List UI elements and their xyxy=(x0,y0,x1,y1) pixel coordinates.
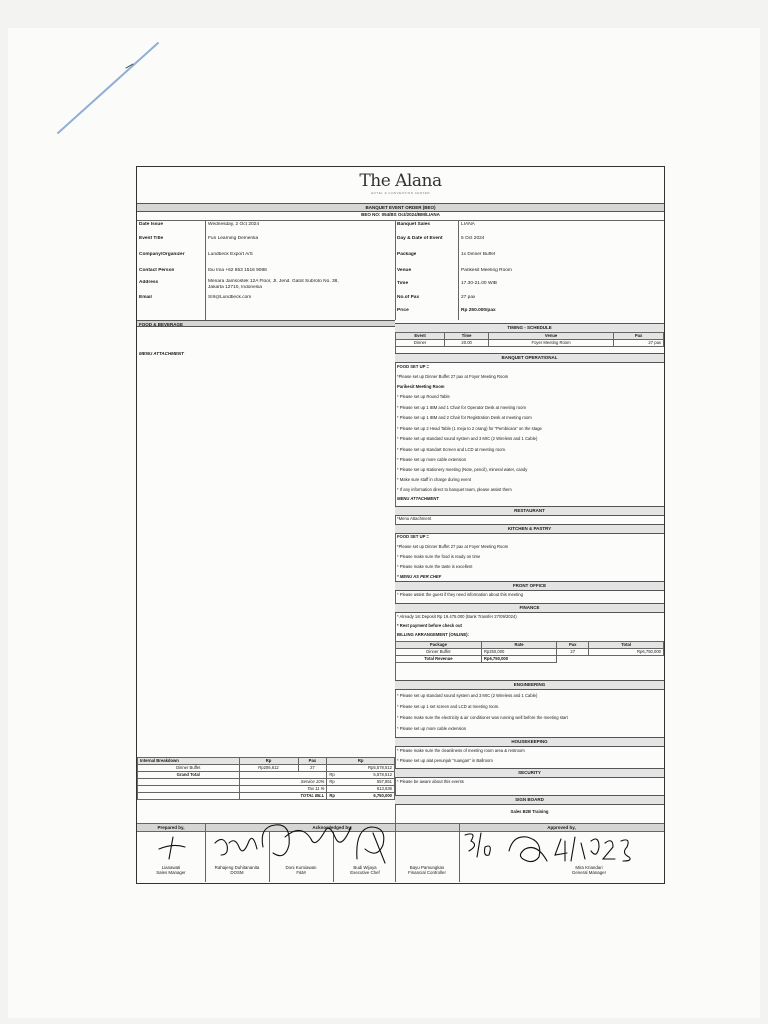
hotel-logo xyxy=(137,171,664,201)
label: Event Title xyxy=(139,236,164,241)
list-item: * Please be aware about this events xyxy=(397,779,464,784)
label: Price xyxy=(397,308,409,313)
value-package: 1x Dinner Buffet xyxy=(461,252,496,257)
security-header: SECURITY xyxy=(395,768,664,778)
signatory-name: Budi Wijaya xyxy=(353,865,377,870)
signatory-name: Doni Kurniawan xyxy=(285,865,317,870)
label: Time xyxy=(397,281,409,286)
col-pax: Pax xyxy=(557,642,589,649)
label-venue xyxy=(397,268,411,278)
total-revenue-value: Rp6,750,000 xyxy=(481,656,556,663)
value-event-date: 5 Oct 2024 xyxy=(461,236,485,241)
signatory-role: Executive Chef xyxy=(350,870,380,876)
total-revenue-label: Total Revenue xyxy=(396,656,482,663)
timing-header-row xyxy=(396,333,664,340)
cell: Foyer Meeting Room xyxy=(489,340,614,347)
value-venue: Parikesit Meeting Room xyxy=(461,268,512,273)
table-row xyxy=(396,649,664,656)
signature-6 xyxy=(503,831,553,867)
list-item: * Please set up Round Table xyxy=(397,394,450,399)
timing-header: TIMING - SCHEDULE xyxy=(395,323,664,333)
table-row xyxy=(138,779,395,786)
empty-cell xyxy=(138,779,240,786)
info-row-date-issue xyxy=(139,222,163,232)
table-row xyxy=(138,793,395,800)
list-item: FOOD SET UP = xyxy=(397,364,429,369)
housekeeping-header: HOUSEKEEPING xyxy=(395,737,664,747)
banquet-operational-header: BANQUET OPERATIONAL xyxy=(395,353,664,363)
value-price: Rp 250.000/pax xyxy=(461,308,496,313)
col-total: Total xyxy=(589,642,664,649)
engineering-header: ENGINEERING xyxy=(395,680,664,690)
list-item: BILLING ARRANGEMENT (ONLINE): xyxy=(397,632,469,637)
list-item: MENU ATTACHMENT xyxy=(397,496,439,501)
col-pax: Pax xyxy=(298,758,327,765)
list-item: * MENU AS PER CHEF xyxy=(397,574,442,579)
grand-total-label: Grand Total xyxy=(138,772,240,779)
cell: Rp250,000 xyxy=(481,649,556,656)
info-row-email xyxy=(139,295,152,305)
list-item: * Please set up alat penunjuk "ruangan" in Ballroom xyxy=(397,758,493,763)
currency: Rp xyxy=(329,779,335,785)
signatory-name: Mira Kriandari xyxy=(575,865,603,870)
signatory-role: F&M xyxy=(296,870,306,876)
list-item: * If any information direct to banquet team, please assist them xyxy=(397,487,512,492)
cell: 20.00 xyxy=(445,340,489,347)
signatory-name: Rahajeng Duhitananita xyxy=(214,865,260,870)
list-item: * Please set up 2 Head Table (1 meja to 2 orang) for "Pembicara" on the stage xyxy=(397,426,542,431)
col-internal-breakdown: Internal Breakdown xyxy=(138,758,240,765)
value-banquet-sales: LIANA xyxy=(461,222,475,227)
value-email: SIII@Lundbeck.com xyxy=(208,295,252,300)
amount: 557,851 xyxy=(376,779,392,785)
list-item: * Please assist the guest if they need information about this meeting xyxy=(397,592,523,597)
cell: 27 pax xyxy=(614,340,664,347)
col-rp: Rp xyxy=(239,758,298,765)
cell: Dinner Buffet xyxy=(396,649,482,656)
info-row-contact xyxy=(139,268,174,278)
sub-value xyxy=(327,786,395,793)
col-package: Package xyxy=(396,642,482,649)
list-item: *Menu Attachment xyxy=(397,516,432,521)
kitchen-header: KITCHEN & PASTRY xyxy=(395,524,664,534)
list-item: FOOD SET UP = xyxy=(397,534,429,539)
signature-1 xyxy=(151,833,191,863)
list-item: * Please set up standart Screen and LCD at meeting room. xyxy=(397,447,507,452)
list-item: * Make sure staff in charge during event xyxy=(397,477,471,482)
list-item: * Please set up standard sound system and 3 MIC (2 Wireless and 1 Cable) xyxy=(397,436,538,441)
label: No.of Pax xyxy=(397,295,420,300)
list-item: * Please set up standard sound system and 3 MIC (2 Wireless and 1 Cable) xyxy=(397,693,538,698)
value-pax: 27 pax xyxy=(461,295,476,300)
list-item: * Please make sure the cleanliness of meeting room area & restroom xyxy=(397,748,525,753)
list-item: * Please make sure the food is ready on time xyxy=(397,554,481,559)
list-item: * Please set up 1 IBM and 1 Chair for Operator Desk at meeting room xyxy=(397,405,526,410)
label-event-date xyxy=(397,236,443,246)
signatory-name: Lianawati xyxy=(161,865,181,870)
list-item: * Please make sure the electricity & air conditioner was running well before the meeting start xyxy=(397,715,568,720)
label-banquet-sales xyxy=(397,222,430,232)
col-time: Time xyxy=(445,333,489,340)
label: Email xyxy=(139,295,152,300)
list-item: * Please set up more cable extension xyxy=(397,726,467,731)
table-row xyxy=(138,786,395,793)
value-company: Lundbeck Export A/S xyxy=(208,252,253,257)
empty-cell xyxy=(138,793,240,800)
table-row xyxy=(396,656,664,663)
front-office-header: FRONT OFFICE xyxy=(395,581,664,591)
col-rate: Rate xyxy=(481,642,556,649)
empty-cell xyxy=(557,656,589,663)
cell: Rp5,578,512 xyxy=(327,765,395,772)
signatory-6 xyxy=(557,865,621,876)
signatory-name: Bayu Pamungkas xyxy=(409,865,445,870)
beo-number: BEO NO: 054/BS Oct/2024/BM/LIANA xyxy=(361,212,440,217)
signatory-5 xyxy=(395,865,459,876)
label: Contact Person xyxy=(139,268,175,273)
cell: Dinner Buffet xyxy=(138,765,240,772)
table-row xyxy=(138,772,395,779)
logo-tagline: HOTEL & CONVENTION CENTER xyxy=(370,191,431,196)
info-row-company xyxy=(139,252,185,262)
list-item: * Please set up more cable extension xyxy=(397,457,467,462)
list-item: * Please make sure the taste is excellent xyxy=(397,564,473,569)
info-row-address xyxy=(139,280,158,290)
amount: 6,750,000 xyxy=(373,793,392,799)
empty-cell xyxy=(589,656,664,663)
info-row-event-title xyxy=(139,236,163,246)
billing-table xyxy=(395,641,664,663)
signatory-1 xyxy=(139,865,203,876)
breakdown-header-row xyxy=(138,758,395,765)
food-beverage-header: FOOD & BEVERAGE xyxy=(137,320,395,327)
menu-attachment-label: MENU ATTACHMENT xyxy=(139,351,184,356)
finance-header: FINANCE xyxy=(395,603,664,613)
signatory-role: General Manager xyxy=(571,870,607,876)
sign-board-header: SIGN BOARD xyxy=(395,795,664,805)
empty-cell xyxy=(138,786,240,793)
value-date-issue: Wednesday, 2 Oct 2024 xyxy=(208,222,260,227)
list-item: * Please set up stationery meeting (Note, pencil), mineral water, candy xyxy=(397,467,528,472)
col-rp-total: Rp xyxy=(327,758,395,765)
currency: Rp xyxy=(329,772,335,778)
sub-label xyxy=(239,772,327,779)
sub-label: Service 10% xyxy=(239,779,327,786)
timing-table xyxy=(395,332,664,347)
list-item: *Please set up Dinner Buffet 27 pax at Foyer Meeting Room xyxy=(397,544,509,549)
value-contact: Ibu Ima +62 853 1516 9088 xyxy=(208,268,267,273)
list-item: * Please set up 1 IBM and 2 Chair for Registration Desk at meeting room xyxy=(397,415,532,420)
beo-form xyxy=(136,166,665,884)
list-item: Parikesit Meeting Room xyxy=(397,384,445,389)
list-item: Sales B2B Training xyxy=(510,809,549,814)
cell: Rp6,750,000 xyxy=(589,649,664,656)
col-event: Event xyxy=(396,333,445,340)
restaurant-header: RESTAURANT xyxy=(395,506,664,516)
value-time: 17.30-21.00 WIB xyxy=(461,281,497,286)
cell: 27 xyxy=(557,649,589,656)
approved-by-label: Approved by, xyxy=(459,824,664,831)
list-item: * Rest payment before check out xyxy=(397,623,462,628)
value-address-line2: Jakarta 12710, Indonesia xyxy=(208,285,262,290)
table-row xyxy=(138,765,395,772)
signatory-role: DOSM xyxy=(230,870,244,876)
acknowledged-by-label: Acknowledged by, xyxy=(205,824,459,831)
sub-label: Tax 11 % xyxy=(239,786,327,793)
label: Day & Date of Event xyxy=(397,236,443,241)
value-address-line1: Menara Jamsostek 12A Floor, Jl. Jend. Gatot Subroto No. 38, xyxy=(208,279,339,284)
amount: 5,578,512 xyxy=(373,772,392,778)
value-event-title: Fun Learning Dementia xyxy=(208,236,259,241)
sub-value xyxy=(327,779,395,786)
prepared-by-label: Prepared by, xyxy=(137,824,205,831)
logo-brand: The Alana xyxy=(359,171,442,191)
handwritten-date xyxy=(551,833,641,865)
billing-header-row xyxy=(396,642,664,649)
label-price xyxy=(397,308,409,318)
sub-value xyxy=(327,772,395,779)
internal-breakdown-table xyxy=(137,757,395,800)
label: Banquet Sales xyxy=(397,222,431,227)
label: Venue xyxy=(397,268,412,273)
amount: 613,636 xyxy=(376,786,392,792)
list-item: *Please set up Dinner Buffet 27 pax at Foyer Meeting Room xyxy=(397,374,509,379)
signatory-role: Sales Manager xyxy=(156,870,186,876)
currency: Rp xyxy=(329,793,335,799)
signatory-role: Financial Controller xyxy=(408,870,446,876)
label-time xyxy=(397,281,408,291)
cell: 27 xyxy=(298,765,327,772)
label-pax xyxy=(397,295,419,305)
form-title: BANQUET EVENT ORDER (BEO) xyxy=(137,203,664,212)
label: Company/Organizer xyxy=(139,252,185,257)
label: Address xyxy=(139,280,159,285)
col-venue: Venue xyxy=(489,333,614,340)
total-bill-label: TOTAL BILL xyxy=(239,793,327,800)
cell: Dinner xyxy=(396,340,445,347)
col-pax: Pax xyxy=(614,333,664,340)
label: Date Issue xyxy=(139,222,163,227)
table-row xyxy=(396,340,664,347)
cell: Rp206,612 xyxy=(239,765,298,772)
handwritten-note xyxy=(457,827,497,863)
total-bill-value xyxy=(327,793,395,800)
signature-4 xyxy=(347,819,397,865)
list-item: * Please set up 1 set screen and LCD at meeting room. xyxy=(397,704,500,709)
label-package xyxy=(397,252,416,262)
scanned-paper xyxy=(8,28,760,1018)
label: Package xyxy=(397,252,417,257)
list-item: * Already 1st Deposit Rp 19.475.000 (Bank Transfer 27/09/2024) xyxy=(397,614,517,619)
